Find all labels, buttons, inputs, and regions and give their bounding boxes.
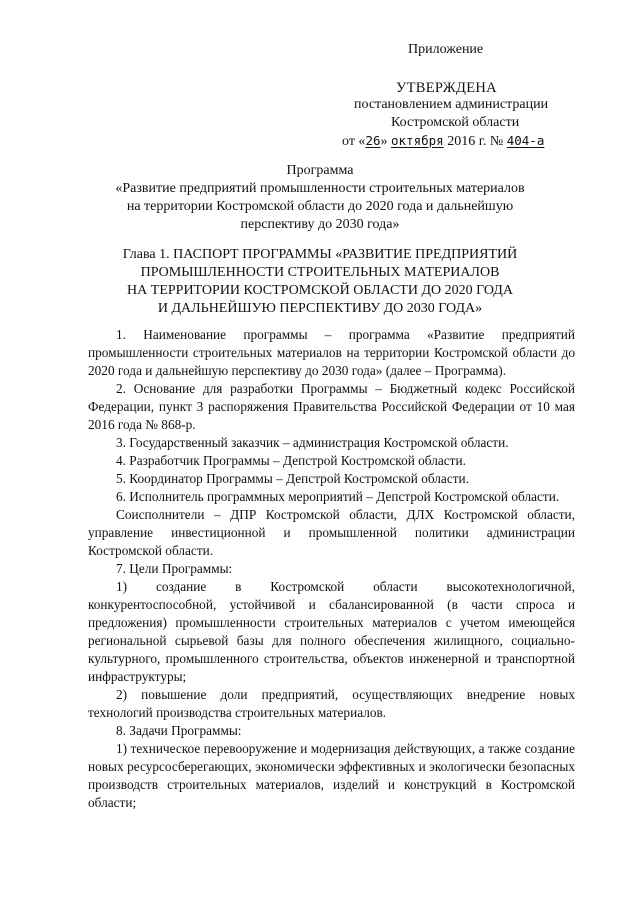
paragraph-basis: 2. Основание для разработки Программы – Бюджетный кодекс Российской Федерации, пункт 3 распоряжения Правительства Российской Федерации от 10 мая 2016 года № 868-р. xyxy=(88,381,575,432)
paragraph-co-executors: Соисполнители – ДПР Костромской области, ДЛХ Костромской области, управление инвестиционной и промышленной политики администрации Костромской области. xyxy=(88,507,575,558)
paragraph-goals-heading: 7. Цели Программы: xyxy=(116,561,233,576)
chapter-heading-line: И ДАЛЬНЕЙШУЮ ПЕРСПЕКТИВУ ДО 2030 ГОДА» xyxy=(157,301,483,316)
paragraph-tasks-heading: 8. Задачи Программы: xyxy=(116,723,242,738)
paragraph-customer: 3. Государственный заказчик – администрация Костромской области. xyxy=(116,435,509,450)
date-year: 2016 г. № xyxy=(443,134,507,149)
program-name-line: на территории Костромской области до 2020 года и дальнейшую xyxy=(126,199,514,214)
approved-by-line: постановлением администрации xyxy=(354,97,549,112)
program-name-line: перспективу до 2030 года» xyxy=(240,217,400,232)
paragraph-program-name: 1. Наименование программы – программа «Развитие предприятий промышленности строительных материалов на территории Костромской области до 2020 года и дальнейшую перспективу до 2030 года» (далее – Программа). xyxy=(88,327,575,378)
chapter-heading-line: НА ТЕРРИТОРИИ КОСТРОМСКОЙ ОБЛАСТИ ДО 2020 ГОДА xyxy=(127,283,513,298)
paragraph-executor: 6. Исполнитель программных мероприятий – Депстрой Костромской области. xyxy=(116,489,560,504)
program-title xyxy=(60,162,580,234)
handwritten-day: 26 xyxy=(365,133,381,148)
chapter-heading xyxy=(60,246,580,318)
paragraph-goal-1: 1) создание в Костромской области высокотехнологичной, конкурентоспособной, устойчивой и сбалансированной (в части спроса и предложения) промышленности строительных материалов с учетом имеющейся региональной сырьевой базы для полного обеспечения жилищного, социально-культурного, промышленного строительства, объектов инженерной и транспортной инфраструктуры; xyxy=(88,579,575,684)
handwritten-month: октября xyxy=(391,133,444,148)
paragraph-task-1: 1) техническое перевооружение и модернизация действующих, а также создание новых ресурсосберегающих, экономически эффективных и экологически безопасных производств строительных материалов, изделий и конструкций в Костромской области; xyxy=(88,741,575,810)
paragraph-coordinator: 5. Координатор Программы – Депстрой Костромской области. xyxy=(116,471,469,486)
approval-date-line xyxy=(342,131,544,152)
paragraph-developer: 4. Разработчик Программы – Депстрой Костромской области. xyxy=(116,453,466,468)
passport-body xyxy=(88,326,575,812)
date-prefix: от « xyxy=(342,134,366,149)
approved-heading: УТВЕРЖДЕНА xyxy=(396,80,497,96)
handwritten-number: 404-а xyxy=(506,133,545,148)
paragraph-goal-2: 2) повышение доли предприятий, осуществляющих внедрение новых технологий производства строительных материалов. xyxy=(88,687,575,720)
chapter-heading-line: Глава 1. ПАСПОРТ ПРОГРАММЫ «РАЗВИТИЕ ПРЕДПРИЯТИЙ xyxy=(122,247,518,262)
program-label: Программа xyxy=(286,163,354,178)
date-mid: » xyxy=(380,134,391,149)
region-line: Костромской области xyxy=(391,115,520,130)
appendix-label: Приложение xyxy=(408,42,484,57)
chapter-heading-line: ПРОМЫШЛЕННОСТИ СТРОИТЕЛЬНЫХ МАТЕРИАЛОВ xyxy=(140,265,500,280)
program-name-line: «Развитие предприятий промышленности строительных материалов xyxy=(115,181,525,196)
